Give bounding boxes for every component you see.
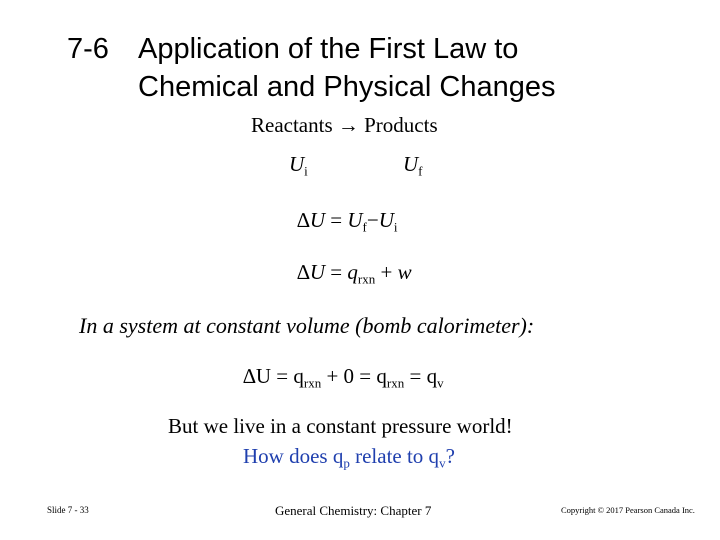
plus-sign: +	[380, 260, 393, 284]
cv-eq: = q	[404, 364, 438, 388]
constant-pressure-note: But we live in a constant pressure world!	[168, 414, 513, 438]
course-footer: General Chemistry: Chapter 7	[275, 503, 432, 518]
question-v-subscript: v	[439, 455, 446, 471]
slide-title-number: 7-6	[67, 33, 109, 65]
cv-mid: + 0 = q	[321, 364, 387, 388]
cv-rxn-subscript-2: rxn	[386, 375, 405, 391]
u-symbol-2: U	[309, 260, 326, 284]
final-subscript-2: f	[362, 219, 367, 235]
copyright-footer: Copyright © 2017 Pearson Canada Inc.	[561, 505, 695, 515]
initial-energy-label	[289, 152, 308, 177]
question-p-subscript: p	[343, 455, 350, 471]
initial-subscript-2: i	[393, 219, 398, 235]
q-symbol: q	[347, 260, 358, 284]
u-initial-symbol: U	[378, 208, 394, 232]
minus-sign: −	[366, 208, 379, 232]
cv-lhs: ∆U = q	[243, 364, 304, 388]
question-end: ?	[445, 444, 455, 468]
constant-volume-equation	[243, 364, 444, 389]
w-symbol: w	[397, 260, 412, 284]
u-final-symbol: U	[347, 208, 363, 232]
u-symbol: U	[309, 208, 326, 232]
qp-qv-question	[243, 444, 455, 469]
slide-number: Slide 7 - 33	[47, 505, 89, 515]
constant-volume-note: In a system at constant volume (bomb calorimeter):	[79, 313, 535, 338]
equals-sign-2: =	[330, 260, 343, 284]
delta-u-definition	[297, 208, 398, 233]
first-law-equation	[297, 260, 412, 285]
slide-title-line-1: Application of the First Law to	[138, 33, 519, 65]
delta-symbol-2: ∆	[297, 260, 310, 284]
reaction-line: Reactants → Products	[251, 113, 438, 137]
cv-rxn-subscript: rxn	[303, 375, 322, 391]
initial-energy-symbol: U	[289, 152, 305, 176]
slide-title-line-2: Chemical and Physical Changes	[138, 71, 556, 103]
final-subscript: f	[418, 163, 423, 179]
question-pre: How does q	[243, 444, 344, 468]
question-mid: relate to q	[349, 444, 440, 468]
rxn-subscript: rxn	[357, 271, 376, 287]
final-energy-symbol: U	[403, 152, 419, 176]
initial-subscript: i	[304, 163, 308, 179]
delta-symbol: ∆	[297, 208, 310, 232]
final-energy-label	[403, 152, 423, 177]
cv-v-subscript: v	[437, 375, 444, 391]
equals-sign: =	[330, 208, 343, 232]
